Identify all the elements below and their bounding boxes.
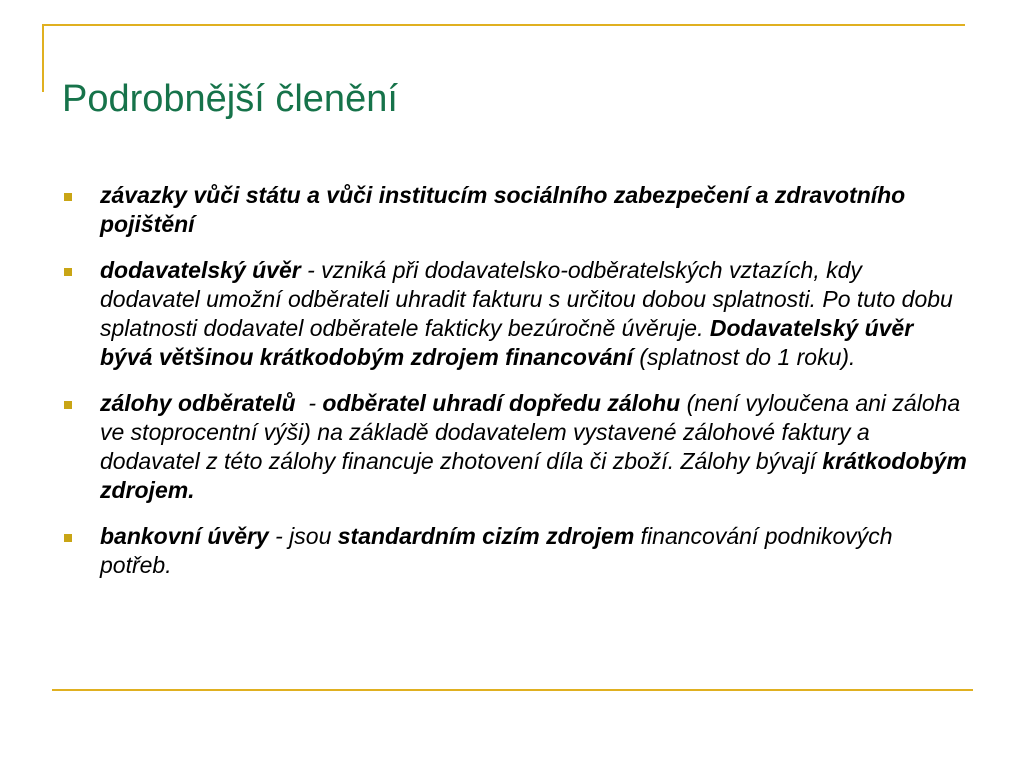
bullet-list bbox=[62, 181, 967, 597]
bold-text: dodavatelský úvěr bbox=[100, 257, 301, 283]
square-bullet-icon bbox=[64, 193, 72, 201]
body-text: (není vyloučena ani záloha ve stoprocentní výši) na základě dodavatelem vystavené zálohové faktury a dodavatel z této zálohy financuje zhotovení díla či zboží. Zálohy bývají bbox=[100, 390, 961, 474]
bold-text: závazky vůči státu a vůči institucím sociálního zabezpečení a zdravotního pojištění bbox=[100, 182, 906, 237]
left-accent-rule bbox=[42, 24, 44, 92]
bold-text: standardním cizím zdrojem bbox=[337, 523, 635, 549]
list-item-text bbox=[100, 257, 953, 370]
list-item bbox=[62, 389, 967, 505]
list-item bbox=[62, 522, 967, 580]
body-text: (splatnost do 1 roku). bbox=[632, 344, 856, 370]
bottom-accent-rule bbox=[52, 689, 973, 691]
bold-text: krátkodobým zdrojem. bbox=[100, 448, 967, 503]
list-item-text bbox=[100, 182, 905, 237]
list-item-text bbox=[100, 390, 967, 503]
list-item bbox=[62, 181, 967, 239]
body-text: - bbox=[295, 390, 323, 416]
bold-text: bankovní úvěry bbox=[100, 523, 269, 549]
body-text: financování podnikových potřeb. bbox=[100, 523, 893, 578]
top-accent-rule bbox=[42, 24, 965, 26]
square-bullet-icon bbox=[64, 534, 72, 542]
list-item-text bbox=[100, 523, 893, 578]
square-bullet-icon bbox=[64, 268, 72, 276]
square-bullet-icon bbox=[64, 401, 72, 409]
body-text: - vzniká při dodavatelsko-odběratelských vztazích, kdy dodavatel umožní odběrateli uhradit fakturu s určitou dobou splatnosti. Po tuto dobu splatnosti dodavatel odběratele fakticky bezúročně úvěruje. bbox=[100, 257, 953, 341]
bold-text: Dodavatelský úvěr bývá většinou krátkodobým zdrojem financování bbox=[100, 315, 914, 370]
body-text: - jsou bbox=[268, 523, 338, 549]
bold-text: odběratel uhradí dopředu zálohu bbox=[322, 390, 681, 416]
bold-text: zálohy odběratelů bbox=[100, 390, 296, 416]
list-item bbox=[62, 256, 967, 372]
slide-title: Podrobnější členění bbox=[62, 78, 398, 120]
